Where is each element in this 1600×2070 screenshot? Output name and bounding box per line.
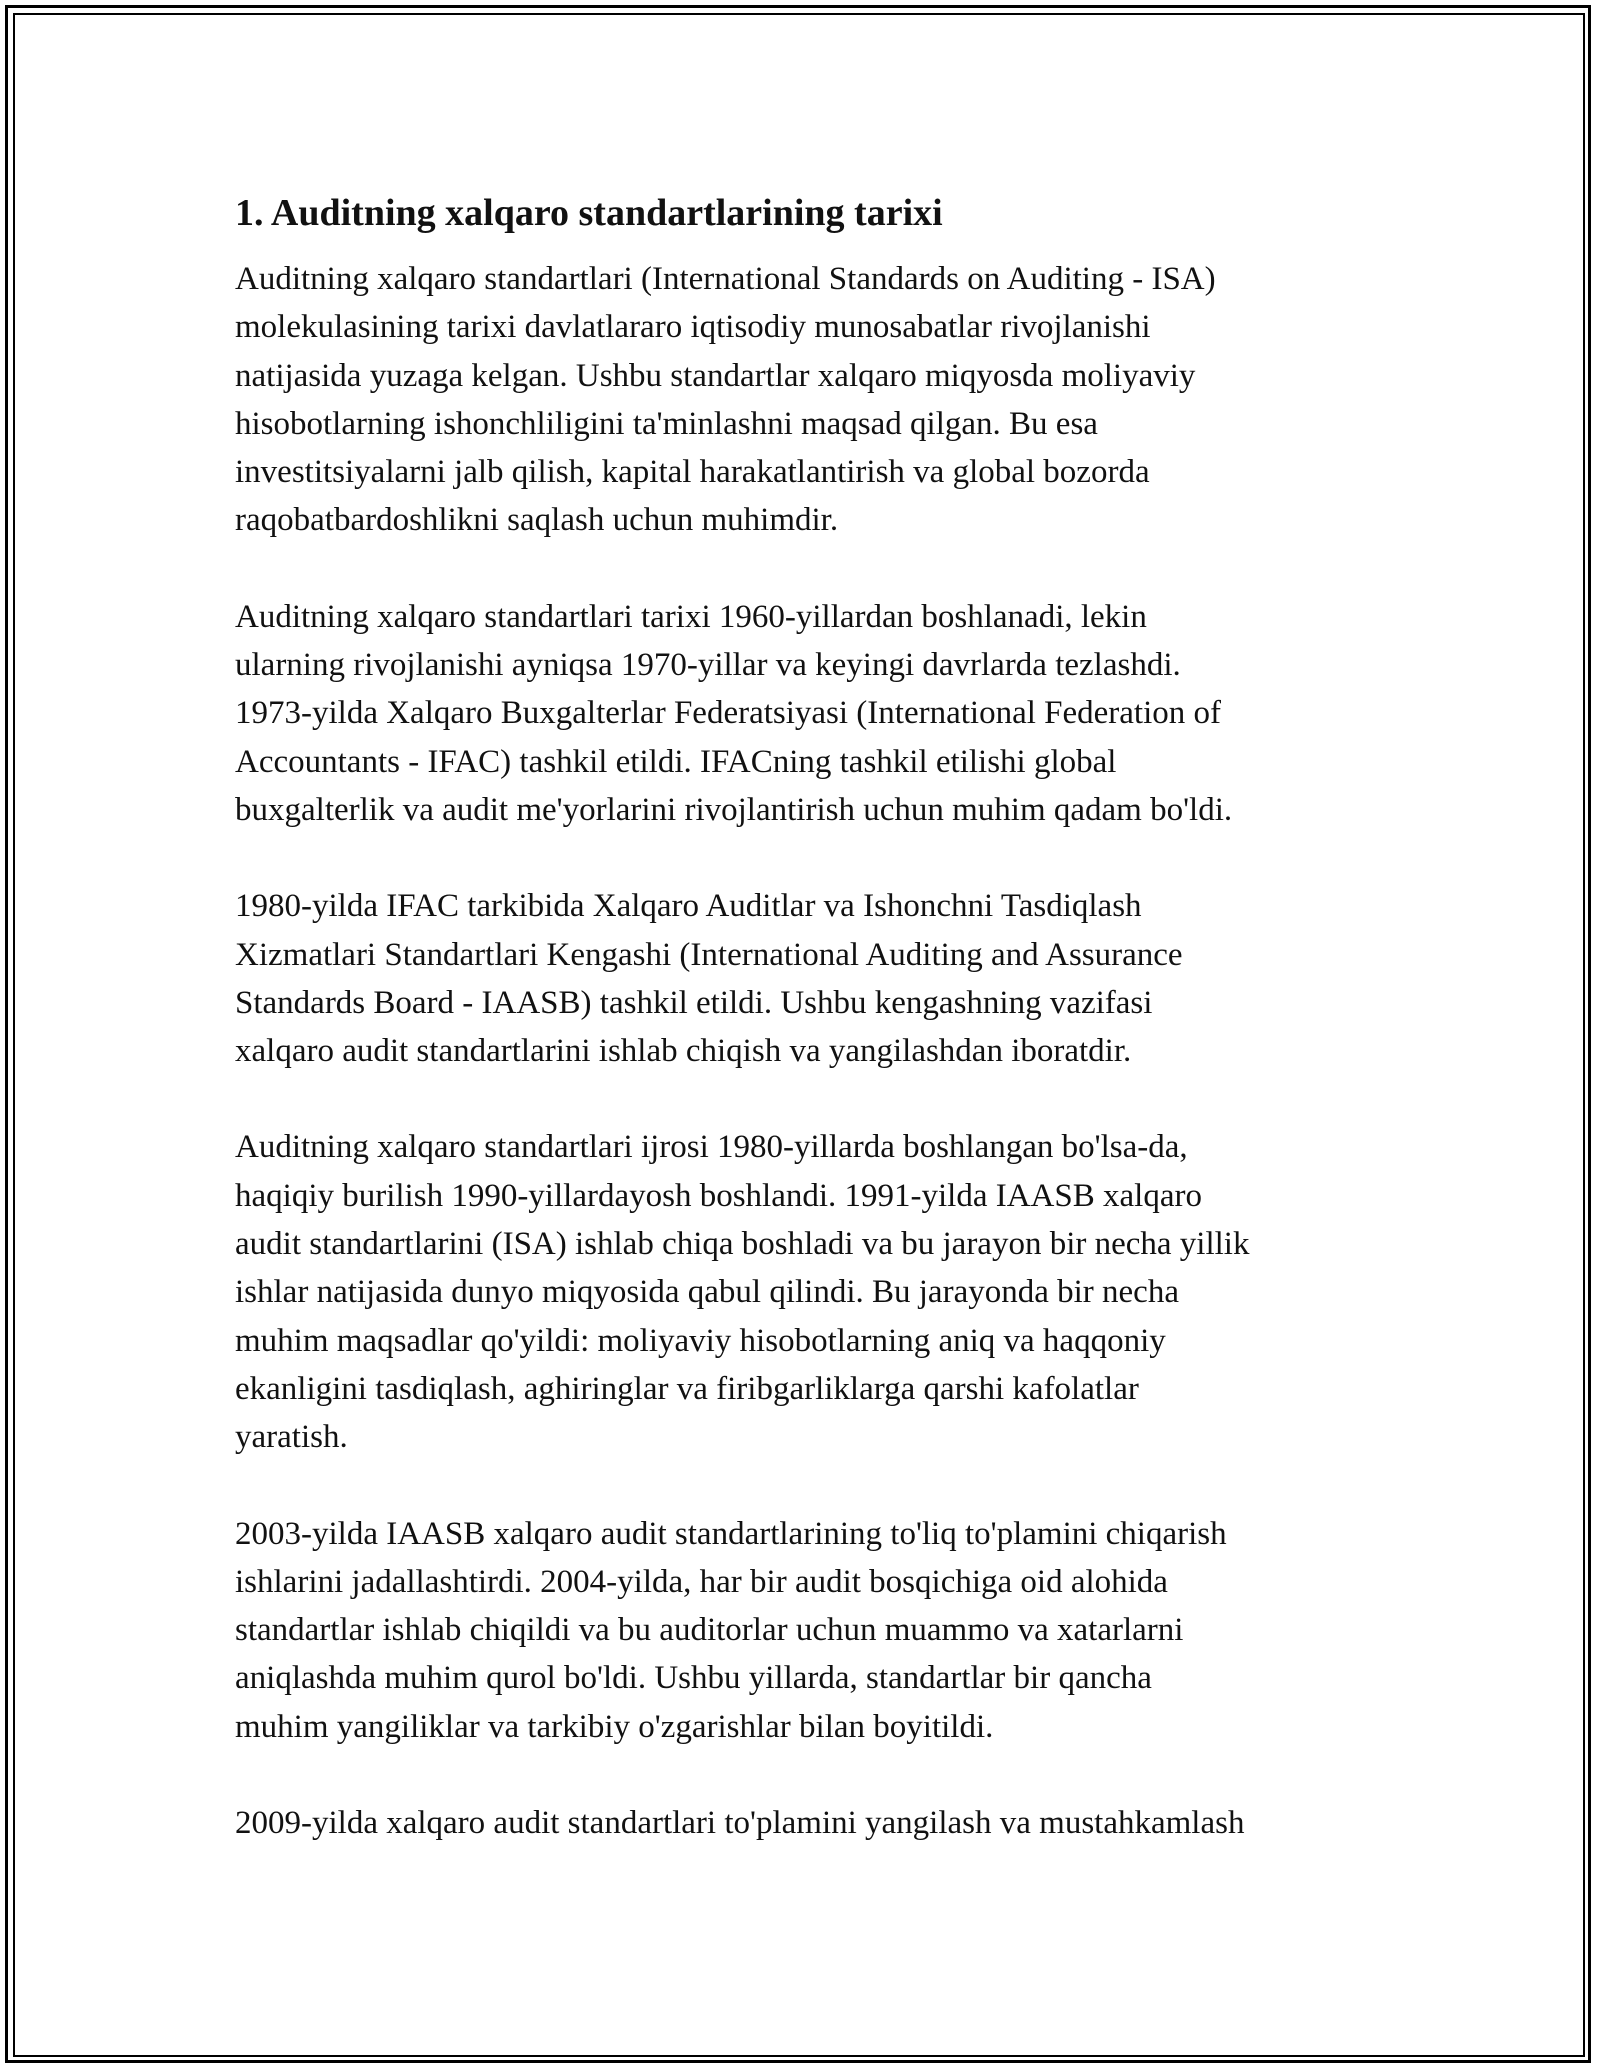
text-line: xalqaro audit standartlarini ishlab chiqish va yangilashdan iboratdir. [235, 1033, 1132, 1070]
text-line: 2009-yilda xalqaro audit standartlari to'plamini yangilash va mustahkamlash [235, 1805, 1245, 1842]
text-line: buxgalterlik va audit me'yorlarini rivojlantirish uchun muhim qadam bo'ldi. [235, 791, 1233, 828]
text-line: 1973-yilda Xalqaro Buxgalterlar Federatsiyasi (International Federation of [235, 695, 1222, 732]
text-line: yaratish. [235, 1419, 348, 1456]
text-line: 2003-yilda IAASB xalqaro audit standartlarining to'liq to'plamini chiqarish [235, 1515, 1227, 1552]
text-line: ishlarini jadallashtirdi. 2004-yilda, har bir audit bosqichiga oid alohida [235, 1563, 1168, 1600]
text-line: ularning rivojlanishi ayniqsa 1970-yillar va keyingi davrlarda tezlashdi. [235, 647, 1181, 684]
paragraph-6 [235, 1799, 1385, 1847]
paragraph-1 [235, 255, 1385, 545]
text-line: ishlar natijasida dunyo miqyosida qabul qilindi. Bu jarayonda bir necha [235, 1274, 1179, 1311]
text-line: Auditning xalqaro standartlari ijrosi 1980-yillarda boshlangan bo'lsa-da, [235, 1129, 1188, 1166]
text-line: audit standartlarini (ISA) ishlab chiqa boshladi va bu jarayon bir necha yillik [235, 1226, 1250, 1263]
text-line: muhim yangiliklar va tarkibiy o'zgarishlar bilan boyitildi. [235, 1708, 994, 1745]
text-line: natijasida yuzaga kelgan. Ushbu standartlar xalqaro miqyosda moliyaviy [235, 357, 1196, 394]
text-line: haqiqiy burilish 1990-yillardayosh boshlandi. 1991-yilda IAASB xalqaro [235, 1177, 1202, 1214]
text-line: Auditning xalqaro standartlari tarixi 1960-yillardan boshlanadi, lekin [235, 598, 1147, 635]
text-line: Accountants - IFAC) tashkil etildi. IFACning tashkil etilishi global [235, 743, 1117, 780]
text-line: standartlar ishlab chiqildi va bu auditorlar uchun muammo va xatarlarni [235, 1612, 1184, 1649]
paragraph-2 [235, 593, 1385, 834]
paragraph-5 [235, 1510, 1385, 1751]
text-line: hisobotlarning ishonchliligini ta'minlashni maqsad qilgan. Bu esa [235, 405, 1098, 442]
text-line: raqobatbardoshlikni saqlash uchun muhimdir. [235, 502, 839, 539]
text-line: Auditning xalqaro standartlari (International Standards on Auditing - ISA) [235, 261, 1216, 297]
text-line: investitsiyalarni jalb qilish, kapital harakatlantirish va global bozorda [235, 454, 1150, 491]
text-line: Standards Board - IAASB) tashkil etildi. Ushbu kengashning vazifasi [235, 984, 1153, 1021]
section-heading: 1. Auditning xalqaro standartlarining tarixi [235, 192, 943, 234]
text-line: ekanligini tasdiqlash, aghiringlar va firibgarliklarga qarshi kafolatlar [235, 1370, 1139, 1407]
text-line: molekulasining tarixi davlatlararo iqtisodiy munosabatlar rivojlanishi [235, 309, 1151, 346]
text-line: 1980-yilda IFAC tarkibida Xalqaro Auditlar va Ishonchni Tasdiqlash [235, 888, 1142, 925]
paragraph-3 [235, 882, 1385, 1075]
text-line: aniqlashda muhim qurol bo'ldi. Ushbu yillarda, standartlar bir qancha [235, 1660, 1152, 1697]
paragraph-4 [235, 1123, 1385, 1461]
text-line: Xizmatlari Standartlari Kengashi (International Auditing and Assurance [235, 936, 1183, 973]
document-body [235, 185, 1385, 1895]
text-line: muhim maqsadlar qo'yildi: moliyaviy hisobotlarning aniq va haqqoniy [235, 1322, 1166, 1359]
